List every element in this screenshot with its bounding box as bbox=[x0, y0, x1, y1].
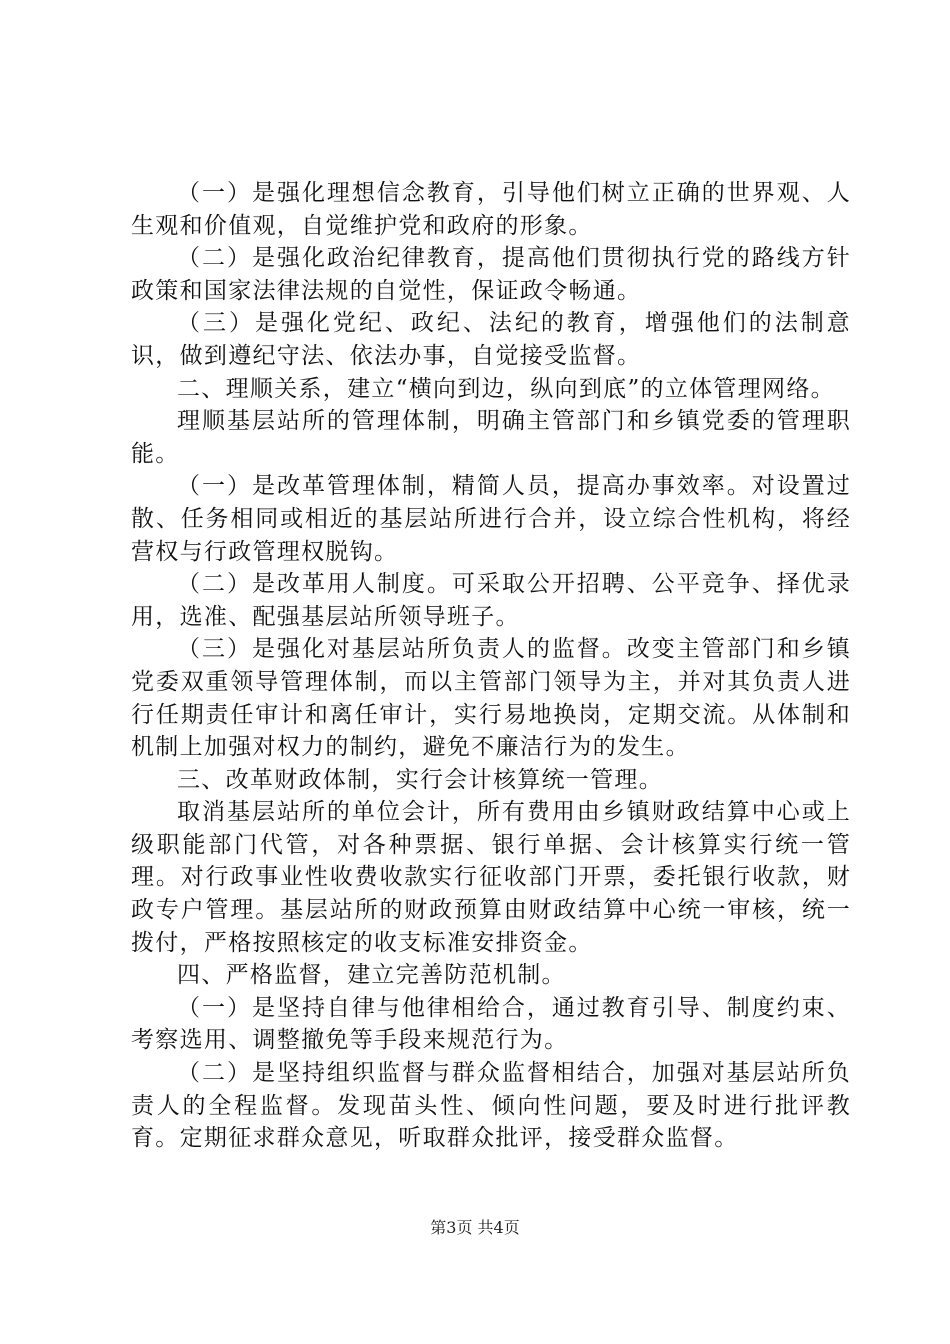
paragraph-1: （一）是强化理想信念教育，引导他们树立正确的世界观、人生观和价值观，自觉维护党和政府的形象。 bbox=[131, 180, 851, 239]
paragraph-5: 理顺基层站所的管理体制，明确主管部门和乡镇党委的管理职能。 bbox=[131, 408, 851, 467]
document-body bbox=[131, 177, 851, 1155]
paragraph-7: （二）是改革用人制度。可采取公开招聘、公平竞争、择优录用，选准、配强基层站所领导班子。 bbox=[131, 571, 851, 630]
section-heading-2: 二、理顺关系，建立“横向到边，纵向到底”的立体管理网络。 bbox=[177, 375, 835, 402]
paragraph-2: （二）是强化政治纪律教育，提高他们贯彻执行党的路线方针政策和国家法律法规的自觉性，保证政令畅通。 bbox=[131, 245, 851, 304]
section-heading-3: 三、改革财政体制，实行会计核算统一管理。 bbox=[177, 766, 663, 793]
paragraph-3: （三）是强化党纪、政纪、法纪的教育，增强他们的法制意识，做到遵纪守法、依法办事，自觉接受监督。 bbox=[131, 310, 851, 369]
paragraph-10: 取消基层站所的单位会计，所有费用由乡镇财政结算中心或上级职能部门代管，对各种票据、银行单据、会计核算实行统一管理。对行政事业性收费收款实行征收部门开票，委托银行收款，财政专户管理。基层站所的财政预算由财政结算中心统一审核，统一拨付，严格按照核定的收支标准安排资金。 bbox=[131, 799, 851, 956]
paragraph-12: （一）是坚持自律与他律相给合，通过教育引导、制度约束、考察选用、调整撤免等手段来规范行为。 bbox=[131, 994, 851, 1054]
page-number: 第3页 共4页 bbox=[430, 1218, 520, 1237]
paragraph-13: （二）是坚持组织监督与群众监督相结合，加强对基层站所负责人的全程监督。发现苗头性、倾向性问题，要及时进行批评教育。定期征求群众意见，听取群众批评，接受群众监督。 bbox=[131, 1060, 851, 1152]
paragraph-6: （一）是改革管理体制，精简人员，提高办事效率。对设置过散、任务相同或相近的基层站所进行合并，设立综合性机构，将经营权与行政管理权脱钩。 bbox=[131, 473, 851, 565]
paragraph-8: （三）是强化对基层站所负责人的监督。改变主管部门和乡镇党委双重领导管理体制，而以主管部门领导为主，并对其负责人进行任期责任审计和离任审计，实行易地换岗，定期交流。从体制和机制上加强对权力的制约，避免不廉洁行为的发生。 bbox=[131, 636, 851, 761]
section-heading-4: 四、严格监督，建立完善防范机制。 bbox=[177, 962, 566, 989]
